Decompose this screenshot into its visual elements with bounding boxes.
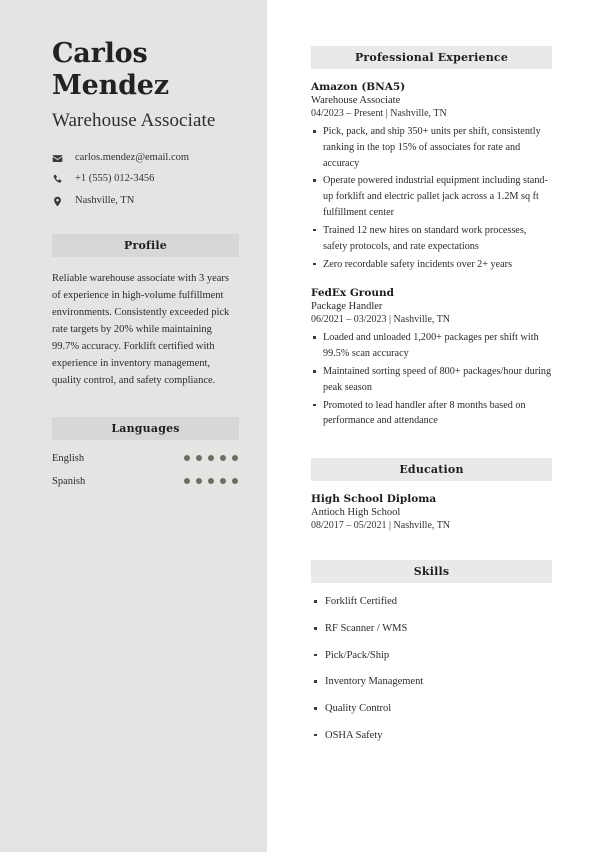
experience-organization: Amazon (BNA5) bbox=[311, 81, 406, 93]
language-name: Spanish bbox=[52, 475, 86, 487]
main-column bbox=[267, 0, 608, 860]
rating-dot bbox=[220, 455, 226, 461]
rating-dot bbox=[220, 478, 226, 484]
bullet-item: Loaded and unloaded 1,200+ packages per shift with 99.5% scan accuracy bbox=[311, 330, 552, 362]
experience-dates-location: 06/2021 – 03/2023 | Nashville, TN bbox=[311, 314, 451, 326]
sidebar-section-heading-profile: Profile bbox=[52, 234, 239, 257]
envelope-icon bbox=[52, 153, 68, 164]
skill-item: Inventory Management bbox=[311, 675, 552, 690]
language-row bbox=[52, 476, 239, 487]
bullet-item: Maintained sorting speed of 800+ packages/hour during peak season bbox=[311, 364, 552, 396]
language-name: English bbox=[52, 452, 85, 464]
education-degree: High School Diploma bbox=[311, 493, 437, 506]
experience-organization: FedEx Ground bbox=[311, 287, 394, 300]
bullet-item: Promoted to lead handler after 8 months based on performance and attendance bbox=[311, 398, 552, 430]
phone-icon bbox=[52, 174, 68, 185]
profile-summary-text: Reliable warehouse associate with 3 years of experience in high-volume fulfillment environments. Consistently exceeded pick rate targets by 20% while maintaining 99.7% accuracy. Forklift certified with experience in inventory management, quality control, and safety compliance. bbox=[52, 272, 230, 386]
contact-item-location bbox=[52, 195, 239, 208]
rating-dot bbox=[232, 478, 238, 484]
candidate-job-title: Warehouse Associate bbox=[52, 109, 216, 131]
location-pin-icon bbox=[52, 196, 68, 207]
candidate-last-name: Mendez bbox=[52, 69, 169, 101]
bullet-item: Operate powered industrial equipment including stand-up forklift and electric pallet jack across a 1.2M sq ft fulfillment center bbox=[311, 173, 552, 220]
contact-phone-value: +1 (555) 012-3456 bbox=[75, 173, 155, 185]
experience-entry bbox=[311, 81, 552, 272]
section-heading-experience: Professional Experience bbox=[311, 46, 552, 69]
rating-dot bbox=[208, 478, 214, 484]
skill-item: Pick/Pack/Ship bbox=[311, 649, 552, 664]
language-rating-dots bbox=[184, 455, 239, 461]
education-entry bbox=[311, 493, 552, 531]
rating-dot bbox=[196, 455, 202, 461]
sidebar-section-heading-languages: Languages bbox=[52, 417, 239, 440]
rating-dot bbox=[196, 478, 202, 484]
section-heading-skills: Skills bbox=[311, 560, 552, 583]
contact-item-phone bbox=[52, 173, 239, 186]
contact-email-value: carlos.mendez@email.com bbox=[75, 151, 190, 163]
section-heading-education: Education bbox=[311, 458, 552, 481]
rating-dot bbox=[208, 455, 214, 461]
spacer bbox=[311, 546, 552, 560]
language-rating-dots bbox=[184, 478, 239, 484]
rating-dot bbox=[232, 455, 238, 461]
skill-item: RF Scanner / WMS bbox=[311, 622, 552, 637]
education-dates-location: 08/2017 – 05/2021 | Nashville, TN bbox=[311, 520, 451, 532]
candidate-name bbox=[52, 38, 239, 102]
contact-list bbox=[52, 152, 239, 208]
skill-item: Quality Control bbox=[311, 702, 552, 717]
bullet-item: Zero recordable safety incidents over 2+ years bbox=[311, 257, 552, 273]
experience-bullet-list bbox=[311, 330, 552, 429]
skill-item: OSHA Safety bbox=[311, 729, 552, 744]
skills-list bbox=[311, 595, 552, 743]
experience-bullet-list bbox=[311, 124, 552, 272]
bullet-item: Trained 12 new hires on standard work processes, safety protocols, and rate expectations bbox=[311, 223, 552, 255]
experience-dates-location: 04/2023 – Present | Nashville, TN bbox=[311, 108, 447, 119]
candidate-first-name: Carlos bbox=[52, 38, 148, 69]
education-school: Antioch High School bbox=[311, 507, 401, 519]
bullet-item: Pick, pack, and ship 350+ units per shift, consistently ranking in the top 15% of associates for rate and accuracy bbox=[311, 124, 552, 171]
skill-item: Forklift Certified bbox=[311, 595, 552, 610]
experience-role: Warehouse Associate bbox=[311, 95, 401, 106]
sidebar bbox=[0, 0, 267, 852]
rating-dot bbox=[184, 478, 190, 484]
spacer bbox=[311, 444, 552, 458]
experience-entry bbox=[311, 287, 552, 429]
experience-role: Package Handler bbox=[311, 301, 383, 313]
language-row bbox=[52, 453, 239, 464]
rating-dot bbox=[184, 455, 190, 461]
contact-item-email bbox=[52, 152, 239, 165]
contact-location-value: Nashville, TN bbox=[75, 194, 135, 206]
